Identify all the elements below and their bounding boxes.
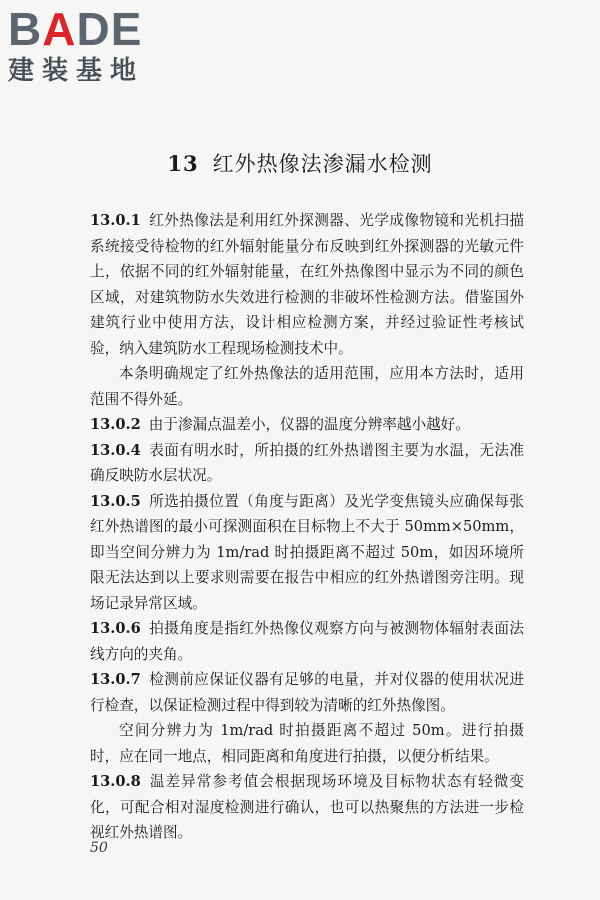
clause-13-0-4 [90,438,524,489]
clause-id: 13.0.5 [90,492,141,510]
clause-text: 温差异常参考值会根据现场环境及目标物状态有轻微变化，可配合相对湿度检测进行确认，也可以热聚焦的方法进一步检视红外热谱图。 [90,773,524,841]
clause-13-0-7 [90,667,524,718]
clause-id: 13.0.7 [90,671,141,688]
clause-text: 本条明确规定了红外热像法的适用范围，应用本方法时，适用范围不得外延。 [90,365,524,408]
clause-13-0-2 [90,412,524,438]
chapter-number: 13 [167,151,199,176]
clause-text: 由于渗漏点温差小，仪器的温度分辨率越小越好。 [148,416,470,433]
clause-13-0-7-note [90,718,524,769]
clause-13-0-6 [90,616,524,667]
clause-text: 红外热像法是利用红外探测器、光学成像物镜和光机扫描系统接受待检物的红外辐射能量分布反映到红外探测器的光敏元件上，依据不同的红外辐射能量，在红外热像图中显示为不同的颜色区域，对建筑物防水失效进行检测的非破坏性检测方法。借鉴国外建筑行业中使用方法，设计相应检测方案，并经过验证性考核试验，纳入建筑防水工程现场检测技术中。 [90,212,524,357]
clause-id: 13.0.1 [90,212,141,229]
clause-13-0-1-note [90,361,524,412]
clause-13-0-5 [90,489,524,617]
clause-id: 13.0.8 [90,773,141,790]
logo-word-accent: A [42,3,77,55]
clause-13-0-1 [90,208,524,361]
clause-13-0-8 [90,769,524,846]
clause-text: 所选拍摄位置（角度与距离）及光学变焦镜头应确保每张红外热谱图的最小可探测面积在目标物上不大于 50mm×50mm，即当空间分辨力为 1m/rad 时拍摄距离不超过 50m，如因环境所限无法达到以上要求则需要在报告中相应的红外热谱图旁注明。现场记录异常区域。 [90,492,524,612]
logo-wordmark [8,3,178,55]
clause-text: 空间分辨力为 1m/rad 时拍摄距离不超过 50m。进行拍摄时，应在同一地点，相同距离和角度进行拍摄，以便分析结果。 [90,722,524,765]
logo-word-part1: B [8,3,43,55]
chapter-body [90,208,524,846]
logo-subtitle: 建装基地 [8,56,145,86]
chapter-title: 红外热像法渗漏水检测 [212,152,433,176]
chapter-heading [0,150,600,178]
clause-text: 检测前应保证仪器有足够的电量，并对仪器的使用状况进行检查，以保证检测过程中得到较为清晰的红外热像图。 [90,671,524,714]
page-number: 50 [90,840,108,856]
clause-text: 表面有明水时，所拍摄的红外热谱图主要为水温，无法准确反映防水层状况。 [90,441,524,484]
clause-text: 拍摄角度是指红外热像仪观察方向与被测物体辐射表面法线方向的夹角。 [90,620,524,663]
brand-logo [8,3,178,86]
clause-id: 13.0.4 [90,441,141,459]
clause-id: 13.0.2 [90,416,141,433]
clause-id: 13.0.6 [90,620,141,637]
logo-word-part2: DE [76,3,143,55]
